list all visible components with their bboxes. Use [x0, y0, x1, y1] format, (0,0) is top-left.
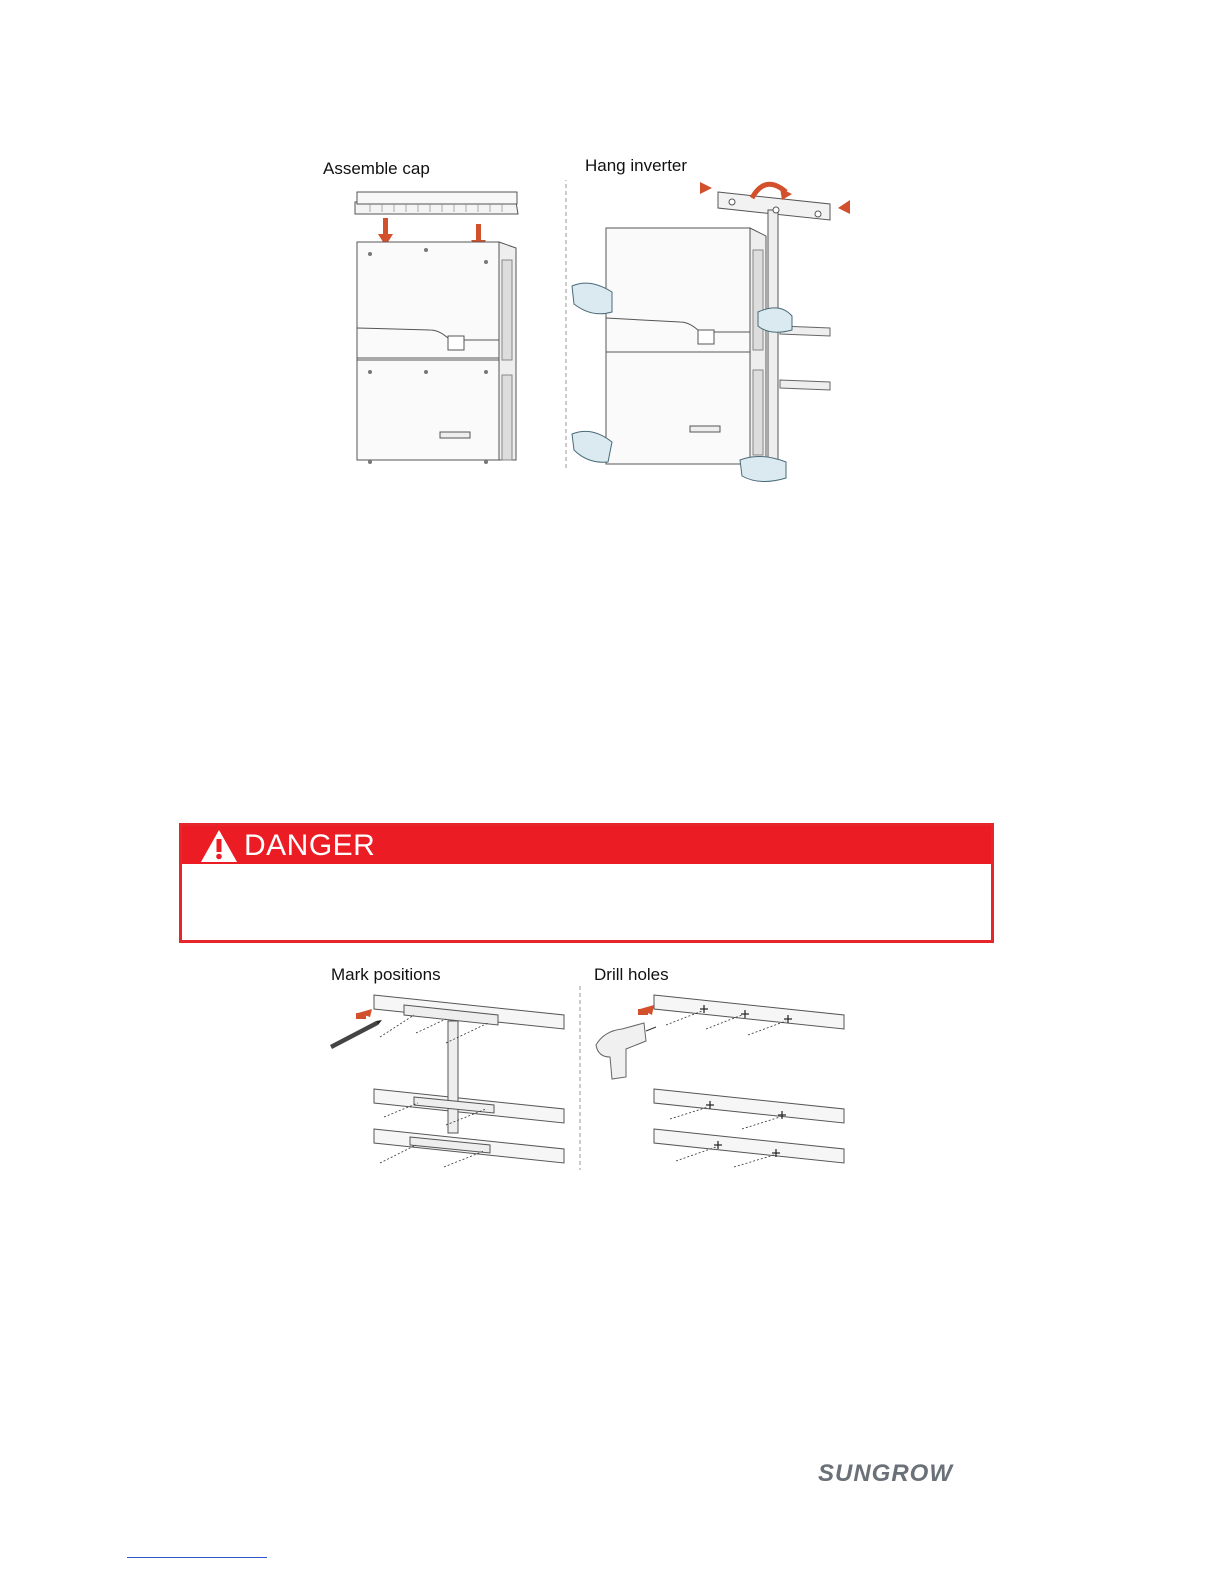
pencil-icon: [330, 1020, 382, 1049]
footer-link-underline[interactable]: [127, 1557, 267, 1558]
mounting-bracket: [404, 1005, 498, 1153]
mark-positions-label: Mark positions: [331, 965, 441, 984]
wall-rail: [780, 326, 830, 390]
drill-icon: [596, 1023, 656, 1079]
drill-holes-label: Drill holes: [594, 965, 669, 984]
inverter-installation-illustration: [340, 180, 880, 500]
drill-mark-icon: [700, 1005, 792, 1157]
wall-rail: [654, 995, 844, 1163]
mark-and-drill-illustration: [320, 985, 860, 1175]
svg-text:SUNGROW: SUNGROW: [818, 1460, 953, 1486]
danger-title: DANGER: [244, 829, 376, 862]
warning-triangle-icon: [200, 829, 238, 863]
danger-header-bar: [182, 826, 991, 864]
inverter-left: [357, 242, 516, 464]
danger-notice: [179, 823, 994, 943]
inverter-right: [606, 228, 766, 464]
hang-inverter-label: Hang inverter: [585, 156, 688, 175]
cap-piece: [355, 192, 518, 214]
sungrow-logo: [818, 1460, 994, 1486]
assemble-cap-label: Assemble cap: [323, 159, 430, 178]
